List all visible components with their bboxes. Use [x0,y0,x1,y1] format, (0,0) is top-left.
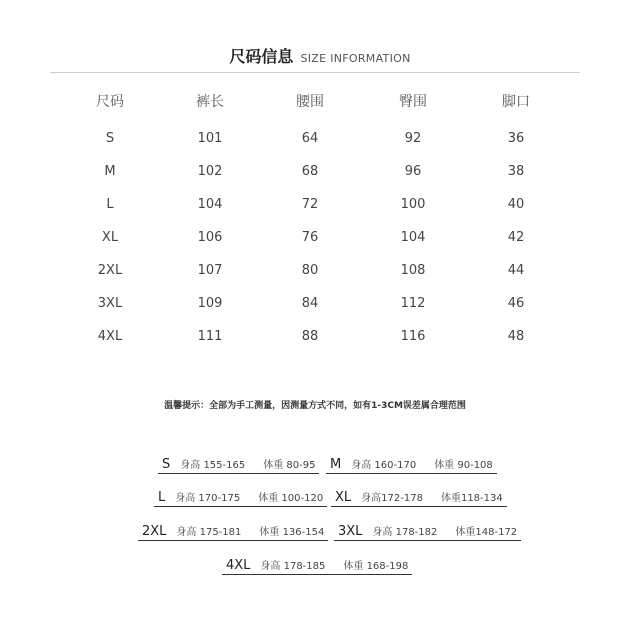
column-header: 脚口 [502,94,530,110]
guide-size: S [162,457,171,472]
table-cell: 38 [507,164,525,179]
guide-size: 3XL [338,524,363,539]
table-cell: 3XL [97,296,123,311]
column-header: 尺码 [96,94,124,110]
table-cell: 48 [507,329,525,344]
measurement-note: 温馨提示：全部为手工测量，因测量方式不同，如有1-3CM误差属合理范围 [164,401,466,411]
table-cell: 84 [301,296,319,311]
guide-weight: 体重 136-154 [259,527,325,538]
size-guide-entry [154,489,327,507]
table-cell: 68 [301,164,319,179]
guide-height: 身高172-178 [361,493,423,504]
size-guide-entry [138,523,328,541]
guide-size: 2XL [142,524,167,539]
table-cell: 2XL [97,263,123,278]
guide-weight: 体重 168-198 [343,561,409,572]
table-cell: 76 [301,230,319,245]
table-cell: 116 [400,329,426,344]
table-cell: 36 [507,131,525,146]
table-cell: 46 [507,296,525,311]
table-cell: 96 [404,164,422,179]
table-row [60,122,580,155]
table-cell: 88 [301,329,319,344]
guide-height: 身高 170-175 [175,493,241,504]
guide-weight: 体重148-172 [455,527,518,538]
guide-size: XL [335,490,352,505]
table-cell: 108 [400,263,426,278]
table-cell: 80 [301,263,319,278]
table-cell: 101 [197,131,223,146]
table-header-row [60,88,580,114]
table-cell: 104 [197,197,223,212]
guide-height: 身高 155-165 [180,460,246,471]
size-guide-entry [222,557,412,575]
guide-height: 身高 175-181 [176,527,242,538]
table-cell: 109 [197,296,223,311]
table-cell: M [104,164,116,179]
table-row [60,320,580,353]
guide-height: 身高 160-170 [351,460,417,471]
guide-weight: 体重 90-108 [434,460,493,471]
table-row [60,254,580,287]
title-zh: 尺码信息 [229,47,294,66]
table-cell: L [106,197,114,212]
guide-height: 身高 178-185 [260,561,326,572]
table-cell: 106 [197,230,223,245]
guide-size: L [158,490,166,505]
guide-weight: 体重 80-95 [263,460,316,471]
table-row [60,155,580,188]
table-cell: 44 [507,263,525,278]
table-cell: 40 [507,197,525,212]
guide-weight: 体重 100-120 [258,493,324,504]
table-cell: 111 [197,329,223,344]
table-cell: XL [101,230,119,245]
table-cell: S [105,131,115,146]
table-cell: 92 [404,131,422,146]
size-guide-entry [326,456,497,474]
table-row [60,221,580,254]
column-header: 臀围 [399,94,427,110]
size-guide-entry [334,523,521,541]
table-cell: 107 [197,263,223,278]
table-row [60,287,580,320]
guide-size: M [330,457,342,472]
column-header: 腰围 [296,94,324,110]
table-cell: 112 [400,296,426,311]
guide-height: 身高 178-182 [372,527,438,538]
size-table [60,88,580,353]
size-guide-entry [158,456,319,474]
table-row [60,188,580,221]
table-cell: 72 [301,197,319,212]
table-cell: 102 [197,164,223,179]
table-cell: 100 [400,197,426,212]
title-divider [50,72,580,73]
table-cell: 42 [507,230,525,245]
table-cell: 64 [301,131,319,146]
title-en: SIZE INFORMATION [300,52,411,65]
guide-weight: 体重118-134 [440,493,503,504]
size-guide-entry [331,489,507,507]
page-title [0,44,640,67]
column-header: 裤长 [196,94,224,110]
table-cell: 104 [400,230,426,245]
table-cell: 4XL [97,329,123,344]
guide-size: 4XL [226,558,251,573]
